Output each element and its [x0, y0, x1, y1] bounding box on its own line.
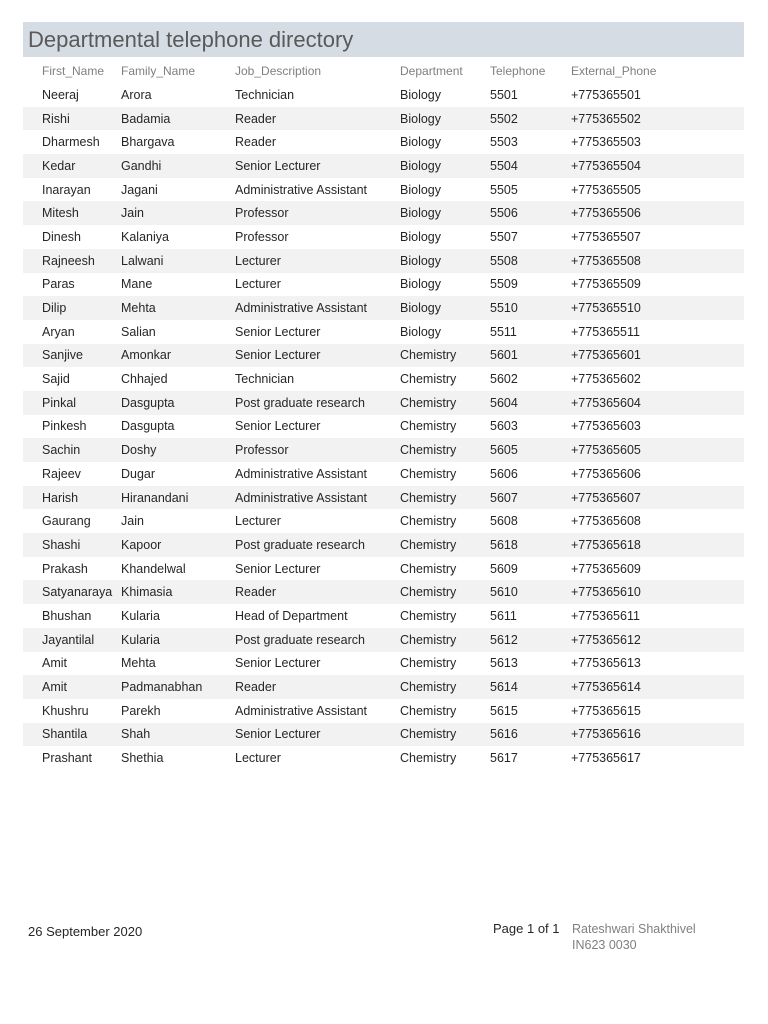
family-name-cell: Mehta: [121, 296, 235, 320]
external-phone-cell: +775365501: [571, 87, 641, 102]
column-header-department: Department: [400, 63, 463, 78]
external-phone-cell: +775365509: [571, 277, 641, 292]
family-name-cell: Shah: [121, 723, 235, 747]
family-name-cell: Bhargava: [121, 135, 175, 150]
table-row: [23, 154, 744, 178]
department-cell: Chemistry: [400, 703, 457, 718]
job-description-cell: Lecturer: [235, 514, 281, 529]
first-name-cell: Mitesh: [23, 201, 121, 225]
family-name-cell: Kularia: [121, 608, 160, 623]
external-phone-cell: +775365607: [571, 486, 744, 510]
family-name-cell: Mehta: [121, 656, 156, 671]
telephone-cell: 5617: [490, 751, 518, 766]
job-description-cell: Professor: [235, 229, 289, 244]
header-row: [23, 58, 744, 83]
table-row: [23, 699, 744, 723]
job-description-cell: Post graduate research: [235, 628, 400, 652]
family-name-cell: Hiranandani: [121, 486, 235, 510]
telephone-cell: 5607: [490, 486, 571, 510]
family-name-cell: Gandhi: [121, 154, 235, 178]
telephone-cell: 5614: [490, 675, 571, 699]
telephone-cell: 5618: [490, 533, 571, 557]
external-phone-cell: +775365511: [571, 324, 640, 339]
family-name-cell: Jain: [121, 201, 235, 225]
telephone-cell: 5502: [490, 107, 571, 131]
department-cell: Chemistry: [400, 656, 457, 671]
first-name-cell: Pinkal: [23, 391, 121, 415]
first-name-cell: Prakash: [42, 561, 88, 576]
job-description-cell: Post graduate research: [235, 533, 400, 557]
first-name-cell: Sajid: [42, 372, 70, 387]
job-description-cell: Administrative Assistant: [235, 296, 400, 320]
job-description-cell: Senior Lecturer: [235, 723, 400, 747]
department-cell: Chemistry: [400, 561, 457, 576]
telephone-cell: 5605: [490, 438, 571, 462]
external-phone-cell: +775365618: [571, 533, 744, 557]
first-name-cell: Kedar: [23, 154, 121, 178]
department-cell: Biology: [400, 201, 490, 225]
table-row: [23, 580, 744, 604]
external-phone-cell: +775365605: [571, 438, 744, 462]
job-description-cell: Administrative Assistant: [235, 703, 367, 718]
external-phone-cell: +775365601: [571, 344, 744, 368]
family-name-cell: Dasgupta: [121, 391, 235, 415]
first-name-cell: Rajeev: [42, 466, 81, 481]
first-name-cell: Dinesh: [42, 229, 81, 244]
first-name-cell: Neeraj: [42, 87, 79, 102]
department-cell: Biology: [400, 182, 441, 197]
telephone-cell: 5503: [490, 135, 518, 150]
external-phone-cell: +775365505: [571, 182, 641, 197]
external-phone-cell: +775365606: [571, 466, 641, 481]
telephone-cell: 5603: [490, 419, 518, 434]
family-name-cell: Khimasia: [121, 580, 235, 604]
family-name-cell: Mane: [121, 277, 153, 292]
department-cell: Biology: [400, 296, 490, 320]
telephone-cell: 5613: [490, 656, 518, 671]
table-row: [23, 107, 744, 131]
report-title-band: [23, 22, 744, 57]
family-name-cell: Shethia: [121, 751, 164, 766]
author-block: [572, 921, 696, 953]
telephone-cell: 5602: [490, 372, 518, 387]
family-name-cell: Arora: [121, 87, 152, 102]
job-description-cell: Senior Lecturer: [235, 324, 321, 339]
table-row: [23, 415, 744, 439]
telephone-cell: 5507: [490, 229, 518, 244]
department-cell: Chemistry: [400, 675, 490, 699]
external-phone-cell: +775365503: [571, 135, 641, 150]
job-description-cell: Professor: [235, 438, 400, 462]
family-name-cell: Dugar: [121, 466, 156, 481]
column-header-telephone: Telephone: [490, 63, 546, 78]
external-phone-cell: +775365602: [571, 372, 641, 387]
first-name-cell: Khushru: [42, 703, 89, 718]
table-row: [23, 225, 744, 249]
telephone-cell: 5608: [490, 514, 518, 529]
family-name-cell: Kapoor: [121, 533, 235, 557]
first-name-cell: Sachin: [23, 438, 121, 462]
first-name-cell: Gaurang: [42, 514, 91, 529]
job-description-cell: Reader: [235, 135, 276, 150]
external-phone-cell: +775365616: [571, 723, 744, 747]
directory-table: [23, 58, 744, 770]
table-row: [23, 83, 744, 107]
job-description-cell: Professor: [235, 201, 400, 225]
external-phone-cell: +775365608: [571, 514, 641, 529]
job-description-cell: Reader: [235, 107, 400, 131]
external-phone-cell: +775365506: [571, 201, 744, 225]
department-cell: Chemistry: [400, 391, 490, 415]
external-phone-cell: +775365610: [571, 580, 744, 604]
family-name-cell: Padmanabhan: [121, 675, 235, 699]
external-phone-cell: +775365612: [571, 628, 744, 652]
external-phone-cell: +775365502: [571, 107, 744, 131]
job-description-cell: Lecturer: [235, 751, 281, 766]
external-phone-cell: +775365617: [571, 751, 641, 766]
telephone-cell: 5616: [490, 723, 571, 747]
family-name-cell: Chhajed: [121, 372, 168, 387]
first-name-cell: Dharmesh: [42, 135, 100, 150]
page-number: Page 1 of 1: [493, 921, 560, 936]
department-cell: Biology: [400, 107, 490, 131]
column-header-family-name: Family_Name: [121, 63, 196, 78]
first-name-cell: Jayantilal: [23, 628, 121, 652]
table-row: [23, 628, 744, 652]
job-description-cell: Reader: [235, 675, 400, 699]
telephone-cell: 5611: [490, 608, 517, 623]
table-row: [23, 746, 744, 770]
table-row: [23, 344, 744, 368]
job-description-cell: Senior Lecturer: [235, 419, 321, 434]
external-phone-cell: +775365613: [571, 656, 641, 671]
telephone-cell: 5511: [490, 324, 517, 339]
first-name-cell: Rishi: [23, 107, 121, 131]
first-name-cell: Amit: [23, 675, 121, 699]
external-phone-cell: +775365615: [571, 703, 641, 718]
job-description-cell: Administrative Assistant: [235, 182, 367, 197]
external-phone-cell: +775365507: [571, 229, 641, 244]
telephone-cell: 5612: [490, 628, 571, 652]
table-row: [23, 509, 744, 533]
department-cell: Biology: [400, 277, 441, 292]
department-cell: Chemistry: [400, 438, 490, 462]
table-row: [23, 391, 744, 415]
external-phone-cell: +775365603: [571, 419, 641, 434]
directory-rows: [23, 83, 744, 770]
report-date: 26 September 2020: [28, 924, 143, 939]
telephone-cell: 5610: [490, 580, 571, 604]
job-description-cell: Senior Lecturer: [235, 656, 321, 671]
department-cell: Chemistry: [400, 344, 490, 368]
job-description-cell: Reader: [235, 580, 400, 604]
department-cell: Biology: [400, 324, 441, 339]
external-phone-cell: +775365614: [571, 675, 744, 699]
column-header-job-description: Job_Description: [235, 63, 322, 78]
first-name-cell: Shantila: [23, 723, 121, 747]
table-row: [23, 557, 744, 581]
department-cell: Biology: [400, 229, 441, 244]
department-cell: Biology: [400, 87, 441, 102]
table-row: [23, 201, 744, 225]
first-name-cell: Amit: [42, 656, 67, 671]
first-name-cell: Shashi: [23, 533, 121, 557]
table-row: [23, 367, 744, 391]
department-cell: Chemistry: [400, 533, 490, 557]
first-name-cell: Bhushan: [42, 608, 92, 623]
family-name-cell: Badamia: [121, 107, 235, 131]
telephone-cell: 5606: [490, 466, 518, 481]
department-cell: Chemistry: [400, 580, 490, 604]
family-name-cell: Kularia: [121, 628, 235, 652]
telephone-cell: 5609: [490, 561, 518, 576]
department-cell: Chemistry: [400, 628, 490, 652]
job-description-cell: Senior Lecturer: [235, 154, 400, 178]
family-name-cell: Jain: [121, 514, 144, 529]
column-header-external-phone: External_Phone: [571, 63, 657, 78]
telephone-cell: 5501: [490, 87, 518, 102]
family-name-cell: Salian: [121, 324, 156, 339]
job-description-cell: Technician: [235, 372, 295, 387]
department-cell: Chemistry: [400, 466, 457, 481]
table-row: [23, 178, 744, 202]
first-name-cell: Paras: [42, 277, 75, 292]
author-id: IN623 0030: [572, 938, 637, 952]
department-cell: Biology: [400, 135, 441, 150]
telephone-cell: 5509: [490, 277, 518, 292]
external-phone-cell: +775365504: [571, 154, 744, 178]
external-phone-cell: +775365611: [571, 608, 640, 623]
telephone-cell: 5604: [490, 391, 571, 415]
department-cell: Chemistry: [400, 751, 457, 766]
telephone-cell: 5601: [490, 344, 571, 368]
first-name-cell: Dilip: [23, 296, 121, 320]
external-phone-cell: +775365609: [571, 561, 641, 576]
table-row: [23, 296, 744, 320]
job-description-cell: Senior Lecturer: [235, 561, 321, 576]
table-row: [23, 130, 744, 154]
family-name-cell: Khandelwal: [121, 561, 186, 576]
table-row: [23, 675, 744, 699]
job-description-cell: Lecturer: [235, 277, 281, 292]
telephone-cell: 5504: [490, 154, 571, 178]
department-cell: Chemistry: [400, 723, 490, 747]
external-phone-cell: +775365604: [571, 391, 744, 415]
table-row: [23, 604, 744, 628]
external-phone-cell: +775365510: [571, 296, 744, 320]
department-cell: Chemistry: [400, 372, 457, 387]
table-row: [23, 462, 744, 486]
job-description-cell: Technician: [235, 87, 295, 102]
job-description-cell: Administrative Assistant: [235, 486, 400, 510]
family-name-cell: Kalaniya: [121, 229, 169, 244]
family-name-cell: Doshy: [121, 438, 235, 462]
job-description-cell: Administrative Assistant: [235, 466, 367, 481]
first-name-cell: Aryan: [42, 324, 75, 339]
job-description-cell: Post graduate research: [235, 391, 400, 415]
first-name-cell: Satyanaraya: [23, 580, 121, 604]
job-description-cell: Senior Lecturer: [235, 344, 400, 368]
table-row: [23, 723, 744, 747]
first-name-cell: Prashant: [42, 751, 93, 766]
table-row: [23, 652, 744, 676]
telephone-cell: 5615: [490, 703, 518, 718]
telephone-cell: 5510: [490, 296, 571, 320]
family-name-cell: Amonkar: [121, 344, 235, 368]
table-row: [23, 533, 744, 557]
report-title: Departmental telephone directory: [28, 27, 354, 52]
external-phone-cell: +775365508: [571, 249, 744, 273]
author-name: Rateshwari Shakthivel: [572, 922, 696, 936]
department-cell: Chemistry: [400, 419, 457, 434]
department-cell: Biology: [400, 249, 490, 273]
telephone-cell: 5506: [490, 201, 571, 225]
department-cell: Biology: [400, 154, 490, 178]
first-name-cell: Rajneesh: [23, 249, 121, 273]
family-name-cell: Parekh: [121, 703, 161, 718]
table-row: [23, 249, 744, 273]
telephone-cell: 5508: [490, 249, 571, 273]
department-cell: Chemistry: [400, 514, 457, 529]
table-row: [23, 273, 744, 297]
job-description-cell: Head of Department: [235, 608, 348, 623]
family-name-cell: Dasgupta: [121, 419, 175, 434]
table-row: [23, 486, 744, 510]
department-cell: Chemistry: [400, 486, 490, 510]
job-description-cell: Lecturer: [235, 249, 400, 273]
telephone-cell: 5505: [490, 182, 518, 197]
table-row: [23, 320, 744, 344]
family-name-cell: Jagani: [121, 182, 158, 197]
first-name-cell: Inarayan: [42, 182, 91, 197]
first-name-cell: Harish: [23, 486, 121, 510]
first-name-cell: Sanjive: [23, 344, 121, 368]
first-name-cell: Pinkesh: [42, 419, 87, 434]
department-cell: Chemistry: [400, 608, 457, 623]
column-header-first-name: First_Name: [42, 63, 105, 78]
family-name-cell: Lalwani: [121, 249, 235, 273]
table-row: [23, 438, 744, 462]
